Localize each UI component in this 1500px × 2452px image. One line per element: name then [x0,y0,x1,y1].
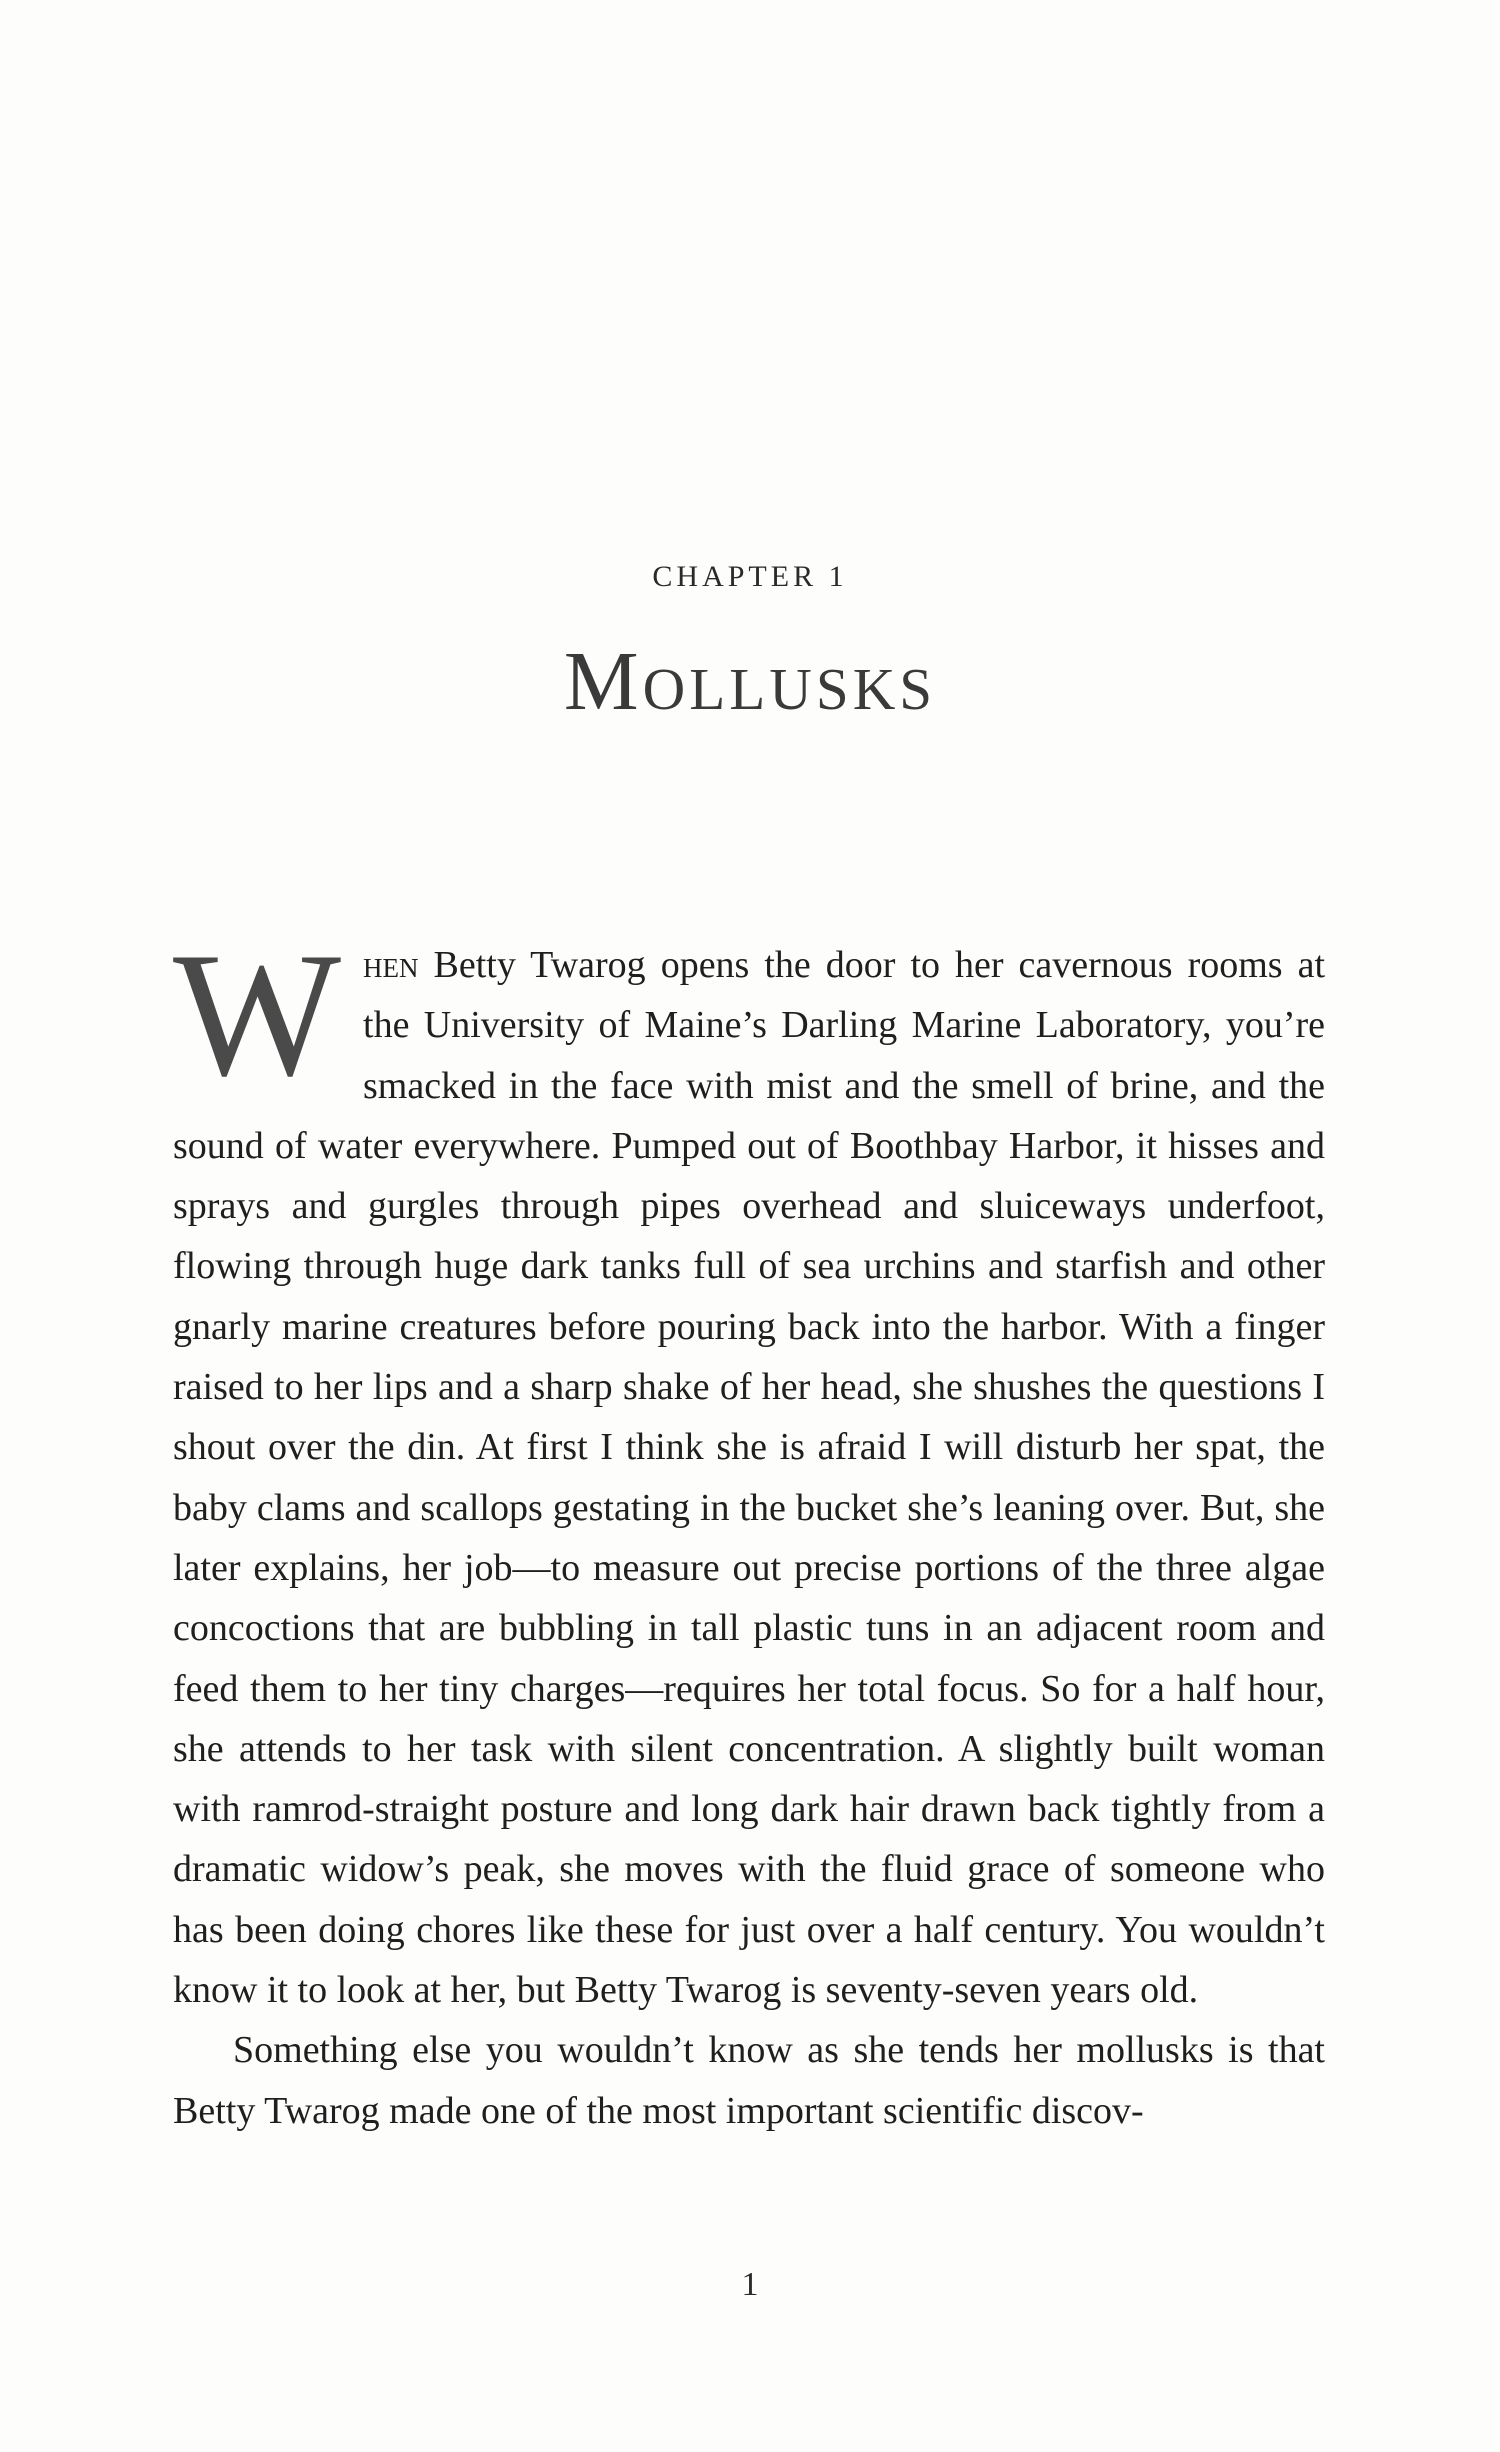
chapter-label: CHAPTER 1 [652,560,848,593]
drop-cap: W [173,915,342,1113]
page-number: 1 [741,2266,759,2303]
paragraph-1-text: Betty Twarog opens the door to her cavernous rooms at the University of Maine’s Darling Marine Laboratory, you’re smacked in the face with mist and the smell of brine, and the sound of water everywhere. Pumped out of Boothbay Harbor, it hisses and sprays and gurgles through pipes overhead and sluiceways underfoot, flowing through huge dark tanks full of sea urchins and starfish and other gnarly marine creatures before pouring back into the harbor. With a finger raised to her lips and a sharp shake of her head, she shushes the questions I shout over the din. At first I think she is afraid I will disturb her spat, the baby clams and scallops gestating in the bucket she’s leaning over. But, she later explains, her job—to measure out precise portions of the three algae concoctions that are bubbling in tall plastic tuns in an adjacent room and feed them to her tiny charges—requires her total focus. So for a half hour, she attends to her task with silent concentration. A slightly built woman with ramrod-straight posture and long dark hair drawn back tightly from a dramatic widow’s peak, she moves with the fluid grace of someone who has been doing chores like these for just over a half century. You wouldn’t know it to look at her, but Betty Twarog is seventy-seven years old. [173,944,1325,2012]
paragraph-2: Something else you wouldn’t know as she tends her mollusks is that Betty Twarog made one of the most important scientific discov- [173,2029,1325,2132]
paragraph-1 [173,915,1325,2020]
lead-in-small-caps: hen [363,944,419,986]
chapter-title: Mollusks [563,635,937,728]
chapter-body [173,915,1325,2141]
